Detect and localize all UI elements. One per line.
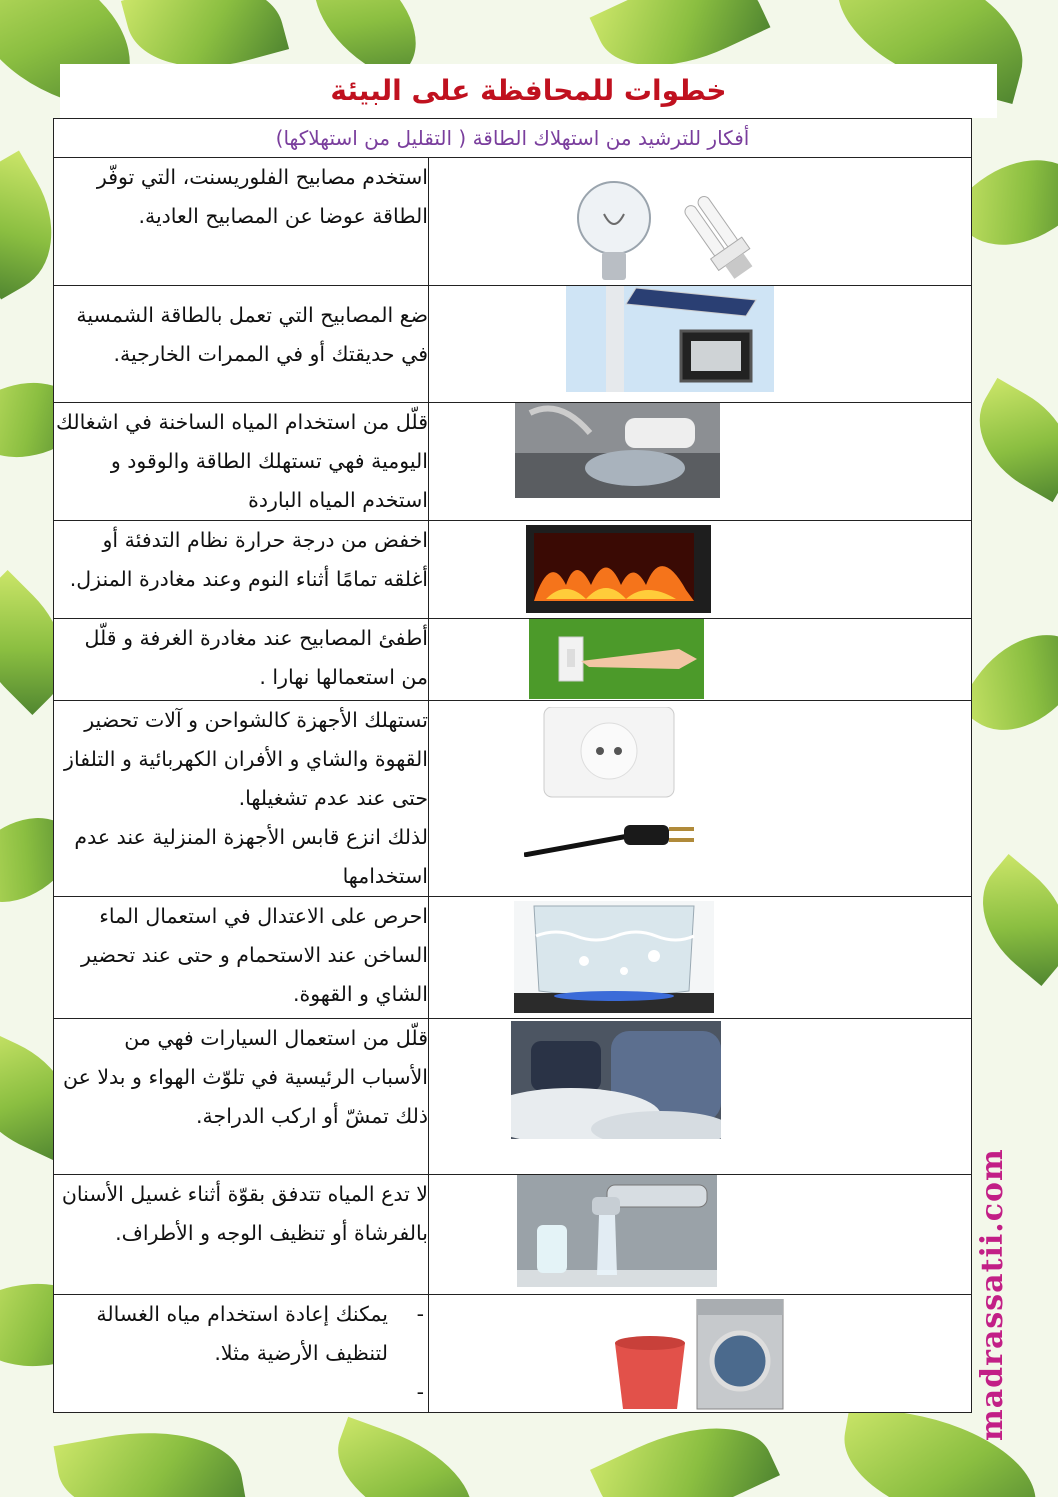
car-traffic-icon — [429, 1019, 972, 1175]
tip-text: أطفئ المصابيح عند مغادرة الغرفة و قلّل من استعمالها نهارا . — [54, 619, 429, 701]
table-row — [54, 158, 972, 286]
table-subtitle: أفكار للترشيد من استهلاك الطاقة ( التقليل من استهلاكها) — [54, 119, 972, 158]
tip-list-cell — [54, 1295, 429, 1413]
page-title-box — [60, 64, 997, 118]
table-row — [54, 1175, 972, 1295]
table-row — [54, 286, 972, 403]
table-row — [54, 619, 972, 701]
tip-list — [54, 1295, 428, 1412]
tip-text: تستهلك الأجهزة كالشواحن و آلات تحضير القهوة والشاي و الأفران الكهربائية و التلفاز حتى عند عدم تشغيلها. — [64, 708, 428, 810]
tip-text: استخدم مصابيح الفلوريسنت، التي توفّر الطاقة عوضا عن المصابيح العادية. — [54, 158, 429, 286]
fireplace-icon — [429, 521, 972, 619]
list-item — [54, 1373, 428, 1412]
tips-table — [53, 118, 972, 1413]
table-row — [54, 1295, 972, 1413]
tip-text: لا تدع المياه تتدفق بقوّة أثناء غسيل الأسنان بالفرشاة أو تنظيف الوجه و الأطراف. — [54, 1175, 429, 1295]
tip-text-group — [54, 701, 429, 897]
list-item: - يمكنك إعادة استخدام مياه الغسالة لتنظيف الأرضية مثلا. — [54, 1295, 428, 1373]
table-row — [54, 897, 972, 1019]
tip-text: احرص على الاعتدال في استعمال الماء الساخن عند الاستحمام و حتى عند تحضير الشاي و القهوة. — [54, 897, 429, 1019]
tip-text: اخفض من درجة حرارة نظام التدفئة أو أغلقه تمامًا أثناء النوم وعند مغادرة المنزل. — [54, 521, 429, 619]
washer-bucket-icon — [429, 1295, 972, 1413]
table-row — [54, 403, 972, 521]
light-switch-icon — [429, 619, 972, 701]
faucet-icon — [429, 1175, 972, 1295]
tip-text: قلّل من استخدام المياه الساخنة في اشغالك اليومية فهي تستهلك الطاقة والوقود و استخدم المياه الباردة — [54, 403, 429, 521]
table-row — [54, 1019, 972, 1175]
socket-plug-icon — [429, 701, 972, 897]
tip-text: قلّل من استعمال السيارات فهي من الأسباب الرئيسية في تلوّث الهواء و بدلا عن ذلك تمشّ أو اركب الدراجة. — [54, 1019, 429, 1175]
table-row — [54, 701, 972, 897]
table-row — [54, 521, 972, 619]
tip-text-followup: لذلك انزع قابس الأجهزة المنزلية عند عدم استخدامها — [74, 825, 428, 888]
solar-lamp-icon — [429, 286, 972, 403]
tip-text: ضع المصابيح التي تعمل بالطاقة الشمسية في حديقتك أو في الممرات الخارجية. — [54, 286, 429, 403]
site-watermark: madrassatii.com — [975, 1148, 1010, 1442]
page-title: خطوات للمحافظة على البيئة — [330, 74, 727, 107]
boiling-water-icon — [429, 897, 972, 1019]
lightbulbs-icon — [429, 158, 972, 286]
washing-dishes-icon — [429, 403, 972, 521]
